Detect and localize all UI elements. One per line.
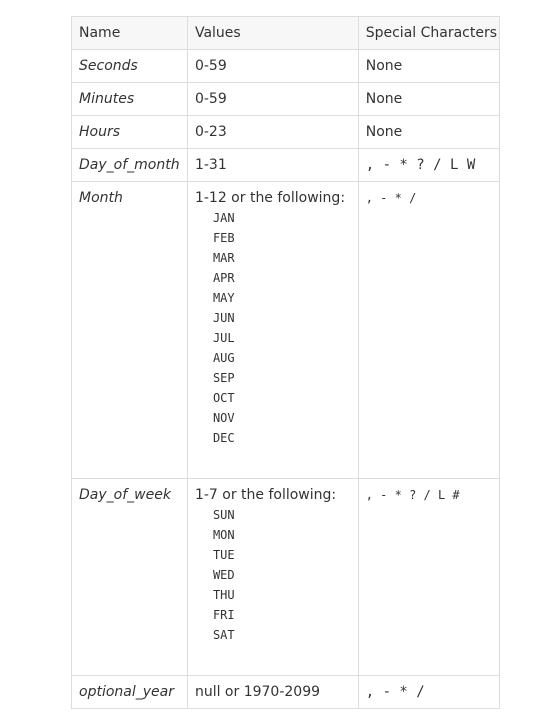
field-special-cell bbox=[358, 479, 499, 676]
table-row bbox=[72, 149, 500, 182]
field-name: Hours bbox=[72, 116, 188, 149]
field-special-cell bbox=[358, 182, 499, 479]
field-special: None bbox=[358, 50, 499, 83]
list-item: MON bbox=[212, 528, 235, 542]
list-item: JUN bbox=[212, 311, 235, 325]
field-values: 0-23 bbox=[187, 116, 358, 149]
field-name-cell bbox=[72, 479, 188, 676]
field-special: None bbox=[358, 83, 499, 116]
field-values: 0-59 bbox=[187, 50, 358, 83]
field-special: , - * / bbox=[358, 676, 499, 709]
table-row bbox=[72, 182, 500, 479]
field-values: 0-59 bbox=[187, 83, 358, 116]
cron-fields-table bbox=[71, 16, 500, 709]
list-item: OCT bbox=[212, 391, 235, 405]
field-values-cell bbox=[187, 479, 358, 676]
field-special: , - * ? / L # bbox=[365, 488, 460, 502]
list-item: MAR bbox=[212, 251, 235, 265]
list-item: JAN bbox=[212, 211, 235, 225]
field-name: Month bbox=[79, 190, 123, 206]
field-name: Day_of_month bbox=[72, 149, 188, 182]
field-name-cell bbox=[72, 182, 188, 479]
field-name: Day_of_week bbox=[79, 487, 171, 503]
list-item: NOV bbox=[212, 411, 235, 425]
list-item: WED bbox=[212, 568, 235, 582]
list-item: THU bbox=[212, 588, 235, 602]
field-values: 1-31 bbox=[187, 149, 358, 182]
field-values: null or 1970-2099 bbox=[187, 676, 358, 709]
list-item: FEB bbox=[212, 231, 235, 245]
table-row bbox=[72, 50, 500, 83]
table-row bbox=[72, 83, 500, 116]
field-special: , - * / bbox=[365, 191, 417, 205]
table-row bbox=[72, 116, 500, 149]
header-values: Values bbox=[187, 17, 358, 50]
header-special-characters: Special Characters bbox=[358, 17, 499, 50]
list-item: SEP bbox=[212, 371, 235, 385]
field-special: None bbox=[358, 116, 499, 149]
header-name: Name bbox=[72, 17, 188, 50]
list-item: TUE bbox=[212, 548, 235, 562]
list-item: JUL bbox=[212, 331, 235, 345]
weekday-list bbox=[195, 505, 358, 645]
list-item: MAY bbox=[212, 291, 235, 305]
month-list bbox=[195, 208, 358, 448]
field-name: Minutes bbox=[72, 83, 188, 116]
list-item: APR bbox=[212, 271, 235, 285]
field-values: 1-7 or the following: bbox=[194, 487, 337, 503]
field-name: Seconds bbox=[72, 50, 188, 83]
list-item: AUG bbox=[212, 351, 235, 365]
field-name: optional_year bbox=[72, 676, 188, 709]
table-row bbox=[72, 676, 500, 709]
table-row bbox=[72, 479, 500, 676]
list-item: SAT bbox=[212, 628, 235, 642]
list-item: SUN bbox=[212, 508, 235, 522]
table-header-row bbox=[72, 17, 500, 50]
field-special: , - * ? / L W bbox=[358, 149, 499, 182]
list-item: DEC bbox=[212, 431, 235, 445]
field-values: 1-12 or the following: bbox=[194, 190, 346, 206]
list-item: FRI bbox=[212, 608, 235, 622]
field-values-cell bbox=[187, 182, 358, 479]
